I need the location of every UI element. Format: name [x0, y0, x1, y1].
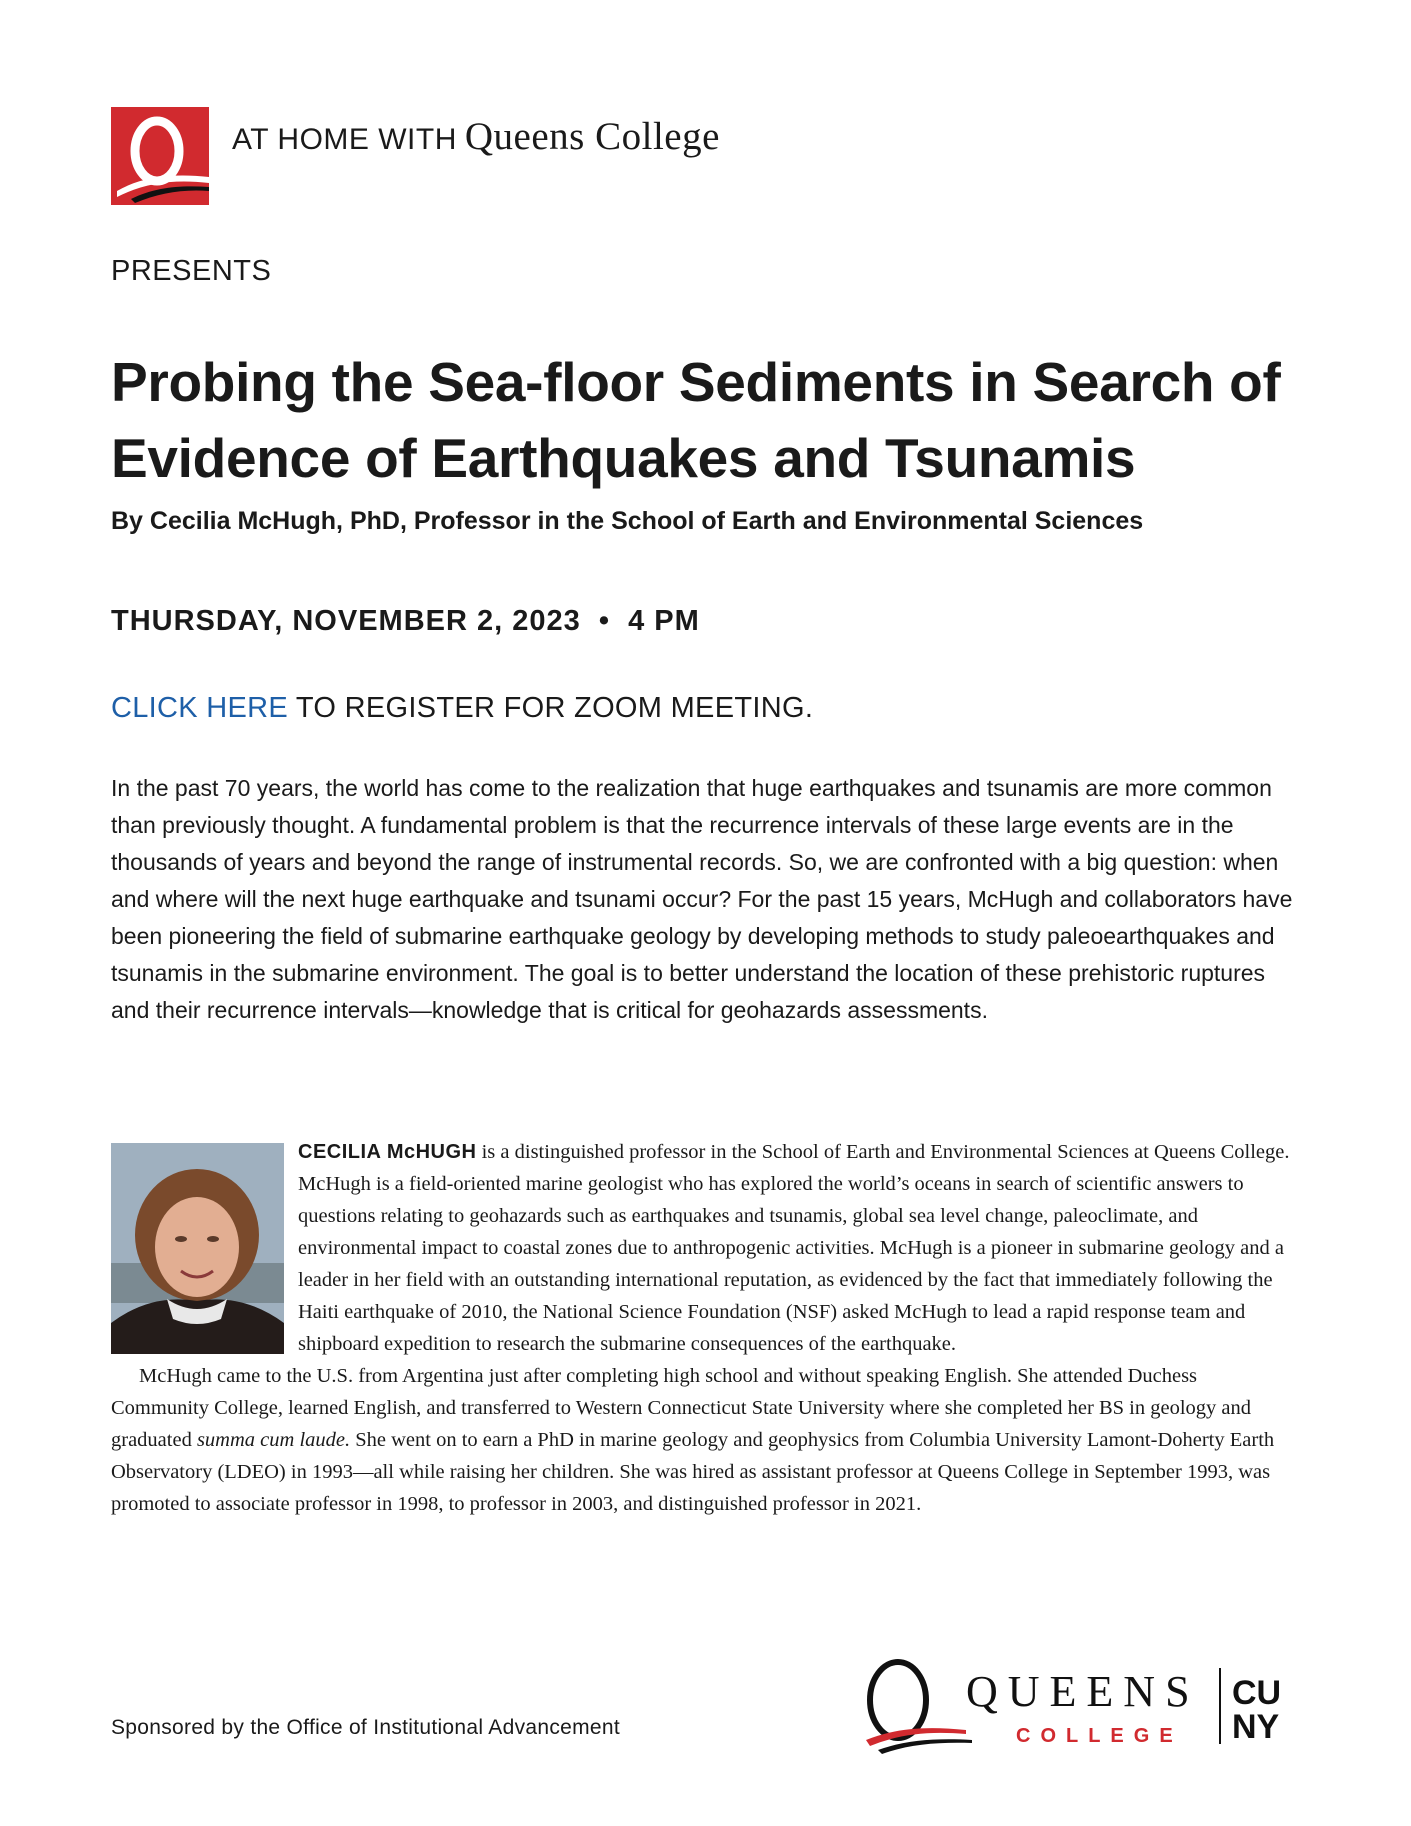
bio-paragraph-2: McHugh came to the U.S. from Argentina just after completing high school and without speaking English. She attended Duchess Community College, learned English, and transferred to Western Connecticut State University where she completed her BS in geology and graduated summa cum laude. She went on to earn a PhD in marine geology and geophysics from Columbia University Lamont-Doherty Earth Observatory (LDEO) in 1993—all while raising her children. She was hired as assistant professor at Queens College in September 1993, was promoted to associate professor in 1998, to professor in 2003, and distinguished professor in 2021. [111, 1365, 1275, 1515]
speaker-bio [111, 1136, 1296, 1520]
footer-cuny-top: CU [1232, 1674, 1282, 1712]
footer-queens-text: QUEENS [966, 1667, 1200, 1716]
header-prefix: AT HOME WITH [232, 123, 457, 156]
footer-cuny-bottom: NY [1232, 1708, 1280, 1746]
footer-college-text: COLLEGE [1016, 1725, 1183, 1747]
speaker-name: CECILIA McHUGH [298, 1141, 477, 1163]
event-datetime: THURSDAY, NOVEMBER 2, 2023 • 4 PM [111, 605, 700, 637]
bio-paragraph-1: CECILIA McHUGH is a distinguished professor in the School of Earth and Environmental Sciences at Queens College. McHugh is a field-oriented marine geologist who has explored the world’s oceans in search of scientific answers to questions relating to geohazards such as earthquakes and tsunamis, global sea level change, paleoclimate, and environmental impact to coastal zones due to anthropogenic activities. McHugh is a pioneer in submarine geology and a leader in her field with an outstanding international reputation, as evidenced by the fact that immediately following the Haiti earthquake of 2010, the National Science Foundation (NSF) asked McHugh to lead a rapid response team and shipboard expedition to research the submarine consequences of the earthquake. [298, 1141, 1290, 1355]
register-text: TO REGISTER FOR ZOOM MEETING. [288, 692, 814, 724]
header-college-name: Queens College [464, 115, 720, 158]
register-line [111, 692, 813, 725]
event-title: Probing the Sea-floor Sediments in Search of Evidence of Earthquakes and Tsunamis [111, 351, 1281, 489]
header-title [232, 114, 720, 159]
register-link[interactable]: CLICK HERE [111, 692, 289, 724]
event-description: In the past 70 years, the world has come to the realization that huge earthquakes and tsunamis are more common than previously thought. A fundamental problem is that the recurrence intervals of these large events are in the thousands of years and beyond the range of instrumental records. So, we are confronted with a big question: when and where will the next huge earthquake and tsunami occur? For the past 15 years, McHugh and collaborators have been pioneering the field of submarine earthquake geology by developing methods to study paleoearthquakes and tsunamis in the submarine environment. The goal is to better understand the location of these prehistoric ruptures and their recurrence intervals—knowledge that is critical for geohazards assessments. [111, 775, 1293, 1023]
sponsor-line: Sponsored by the Office of Institutional Advancement [111, 1716, 621, 1739]
event-byline: By Cecilia McHugh, PhD, Professor in the School of Earth and Environmental Sciences [111, 507, 1144, 535]
queens-college-cuny-logo [856, 1654, 1306, 1754]
queens-q-logo-icon [111, 107, 209, 205]
presents-label: PRESENTS [111, 255, 272, 287]
